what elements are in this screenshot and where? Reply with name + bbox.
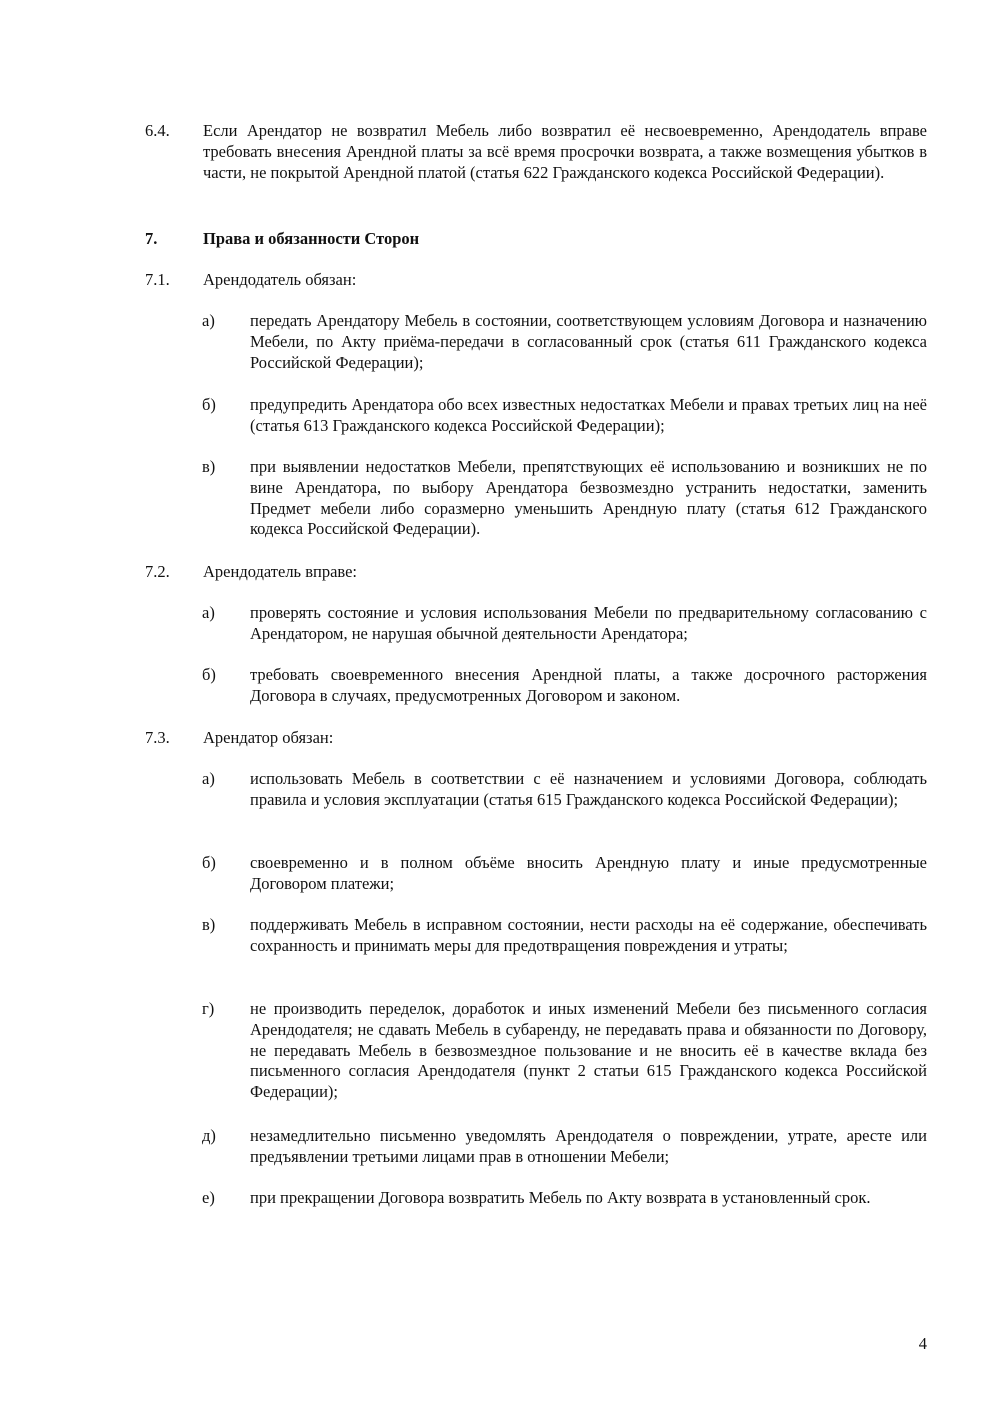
clause-number: 6.4. xyxy=(145,121,170,140)
list-item xyxy=(202,665,927,707)
list-item xyxy=(202,311,927,373)
list-item xyxy=(202,769,927,811)
clause-number: 7.1. xyxy=(145,270,170,289)
list-item xyxy=(202,603,927,645)
item-letter: а) xyxy=(202,769,215,788)
item-text: при прекращении Договора возвратить Мебель по Акту возврата в установленный срок. xyxy=(250,1188,871,1207)
item-letter: в) xyxy=(202,915,216,934)
item-text: поддерживать Мебель в исправном состоянии, нести расходы на её содержание, обеспечивать сохранность и принимать меры для предотвращения повреждения и утраты; xyxy=(250,915,927,955)
list-item xyxy=(202,1188,927,1209)
item-text: при выявлении недостатков Мебели, препятствующих её использованию и возникших не по вине Арендатора, по выбору Арендатора безвозмездно устранить недостатки, заменить Предмет мебели либо соразмерно уменьшить Арендную плату (статья 612 Гражданского кодекса Российской Федерации). xyxy=(250,457,927,539)
item-text: требовать своевременного внесения Арендной платы, а также досрочного расторжения Договора в случаях, предусмотренных Договором и законом. xyxy=(250,665,927,705)
clause-number: 7.2. xyxy=(145,562,170,581)
clause-text: Арендодатель обязан: xyxy=(203,270,357,289)
item-letter: б) xyxy=(202,853,216,872)
clause-6-4 xyxy=(145,121,927,183)
clause-7-1 xyxy=(145,270,927,291)
clause-text: Арендатор обязан: xyxy=(203,728,334,747)
section-title: Права и обязанности Сторон xyxy=(203,229,420,248)
item-text: проверять состояние и условия использования Мебели по предварительному согласованию с Арендатором, не нарушая обычной деятельности Арендатора; xyxy=(250,603,927,643)
item-letter: б) xyxy=(202,665,216,684)
item-text: предупредить Арендатора обо всех известных недостатках Мебели и правах третьих лиц на неё (статья 613 Гражданского кодекса Российской Федерации); xyxy=(250,395,927,435)
clause-7-2 xyxy=(145,562,927,583)
item-text: незамедлительно письменно уведомлять Арендодателя о повреждении, утрате, аресте или предъявлении третьими лицами прав в отношении Мебели; xyxy=(250,1126,927,1166)
item-letter: а) xyxy=(202,311,215,330)
list-item xyxy=(202,915,927,957)
item-text: использовать Мебель в соответствии с её назначением и условиями Договора, соблюдать правила и условия эксплуатации (статья 615 Гражданского кодекса Российской Федерации); xyxy=(250,769,927,809)
item-letter: б) xyxy=(202,395,216,414)
list-item xyxy=(202,1126,927,1168)
section-number: 7. xyxy=(145,229,158,248)
clause-7-3 xyxy=(145,728,927,749)
item-text: своевременно и в полном объёме вносить Арендную плату и иные предусмотренные Договором платежи; xyxy=(250,853,927,893)
section-heading-7 xyxy=(145,229,927,250)
item-text: не производить переделок, доработок и иных изменений Мебели без письменного согласия Арендодателя; не сдавать Мебель в субаренду, не передавать права и обязанности по Договору, не передавать Мебель в безвозмездное пользование и не вносить её в качестве вклада без письменного согласия Арендодателя (пункт 2 статьи 615 Гражданского кодекса Российской Федерации); xyxy=(250,999,927,1102)
list-item xyxy=(202,395,927,437)
page-number: 4 xyxy=(918,1334,927,1353)
item-letter: а) xyxy=(202,603,215,622)
clause-number: 7.3. xyxy=(145,728,170,747)
item-letter: в) xyxy=(202,457,216,476)
list-item xyxy=(202,457,927,540)
item-letter: д) xyxy=(202,1126,216,1145)
list-item xyxy=(202,999,927,1103)
list-item xyxy=(202,853,927,895)
item-text: передать Арендатору Мебель в состоянии, соответствующем условиям Договора и назначению Мебели, по Акту приёма-передачи в согласованный срок (статья 611 Гражданского кодекса Российской Федерации); xyxy=(250,311,927,372)
item-letter: г) xyxy=(202,999,215,1018)
clause-text: Арендодатель вправе: xyxy=(203,562,357,581)
clause-text: Если Арендатор не возвратил Мебель либо возвратил её несвоевременно, Арендодатель вправе требовать внесения Арендной платы за всё время просрочки возврата, а также возмещения убытков в части, не покрытой Арендной платой (статья 622 Гражданского кодекса Российской Федерации). xyxy=(203,121,927,182)
item-letter: е) xyxy=(202,1188,215,1207)
